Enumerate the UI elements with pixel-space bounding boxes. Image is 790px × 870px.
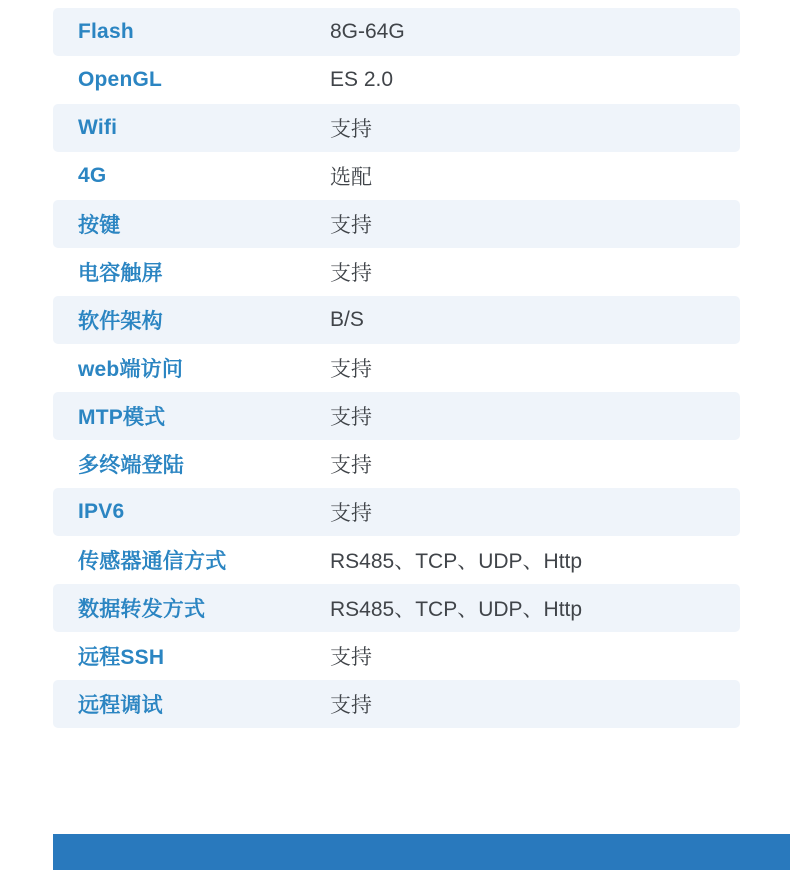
spec-label: Wifi [78,116,118,139]
spec-value: 支持 [330,646,372,669]
spec-value: 支持 [330,118,372,141]
spec-value: 8G-64G [330,20,405,43]
table-row [53,248,740,296]
table-row [53,104,740,152]
spec-label: 4G [78,164,107,187]
footer-accent-bar [53,834,790,870]
table-row [53,440,740,488]
spec-label: 传感器通信方式 [78,550,227,573]
spec-label: MTP模式 [78,406,166,429]
spec-label: OpenGL [78,68,163,91]
spec-value: 支持 [330,214,372,237]
table-row [53,152,740,200]
table-row [53,56,740,104]
spec-value: RS485、TCP、UDP、Http [330,598,583,621]
spec-value: 支持 [330,262,372,285]
table-row [53,536,740,584]
spec-value: 支持 [330,454,372,477]
spec-label: 多终端登陆 [78,454,184,477]
table-row [53,680,740,728]
spec-value: 支持 [330,694,372,717]
table-row [53,584,740,632]
spec-label: IPV6 [78,500,125,523]
table-row [53,488,740,536]
spec-value: 支持 [330,502,372,525]
spec-value: ES 2.0 [330,68,394,91]
spec-label: 远程调试 [78,694,163,717]
table-row [53,632,740,680]
spec-label: Flash [78,20,134,43]
spec-label: 数据转发方式 [78,598,206,621]
spec-label: 软件架构 [78,310,163,333]
spec-label: 远程SSH [78,646,165,669]
spec-label: 按键 [78,214,121,237]
table-row [53,392,740,440]
table-row [53,344,740,392]
spec-value: 支持 [330,406,372,429]
spec-value: 选配 [330,166,372,189]
spec-value: RS485、TCP、UDP、Http [330,550,583,573]
spec-value: 支持 [330,358,372,381]
table-row [53,8,740,56]
table-row [53,296,740,344]
table-row [53,200,740,248]
spec-label: 电容触屏 [78,262,163,285]
spec-table [53,8,740,728]
spec-label: web端访问 [78,358,184,381]
spec-value: B/S [330,308,364,331]
